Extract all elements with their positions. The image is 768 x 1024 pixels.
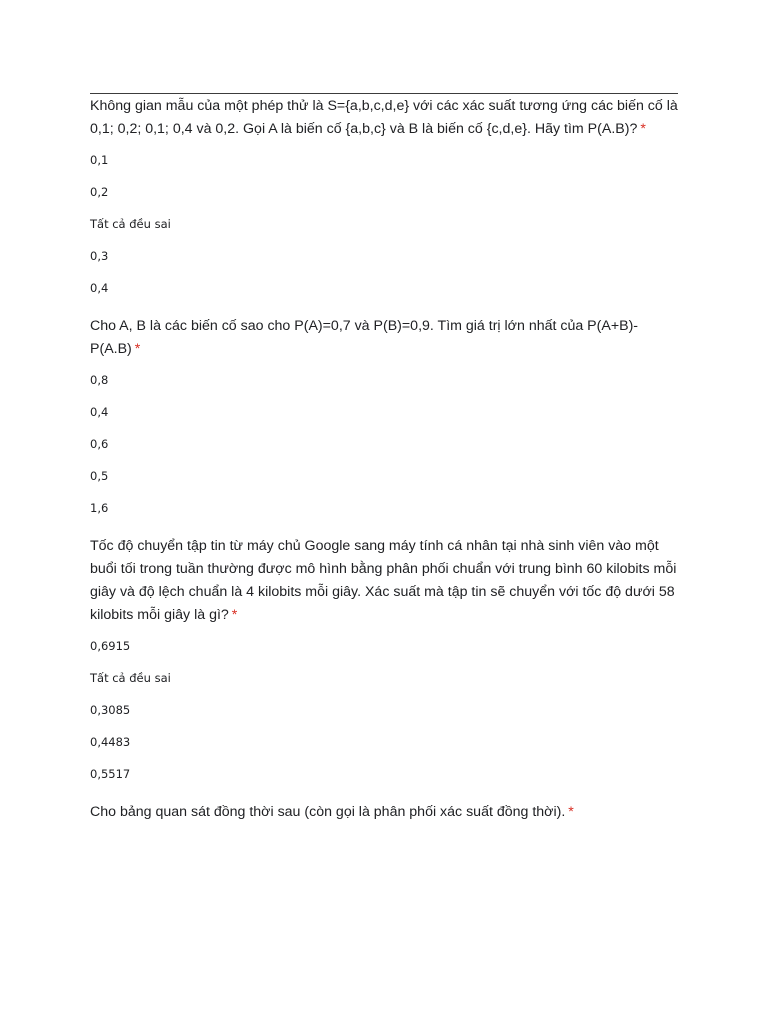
question-text: Cho A, B là các biến cố sao cho P(A)=0,7 và P(B)=0,9. Tìm giá trị lớn nhất của P(A+B)-P(A.B) * [90,318,639,357]
option-item[interactable]: 0,4 [90,281,109,295]
option-item[interactable]: 0,2 [90,185,109,199]
option-item[interactable]: 0,4 [90,405,109,419]
option-item[interactable]: 0,8 [90,373,109,387]
option-item[interactable]: Tất cả đều sai [90,217,171,231]
option-item[interactable]: 0,4483 [90,735,131,749]
option-list [90,152,678,296]
option-item[interactable]: 1,6 [90,501,109,515]
question-text: Tốc độ chuyển tập tin từ máy chủ Google sang máy tính cá nhân tại nhà sinh viên vào một buổi tối trong tuần thường được mô hình bằng phân phối chuẩn với trung bình 60 kilobits mỗi giây và độ lệch chuẩn là 4 kilobits mỗi giây. Xác suất mà tập tin sẽ chuyển với tốc độ dưới 58 kilobits mỗi giây là gì? * [90,538,677,623]
required-asterisk: * [134,341,141,357]
option-list [90,638,678,782]
option-list [90,372,678,516]
option-item[interactable]: 0,5 [90,469,109,483]
question-text: Không gian mẫu của một phép thử là S={a,b,c,d,e} với các xác suất tương ứng các biến cố là 0,1; 0,2; 0,1; 0,4 và 0,2. Gọi A là biến cố {a,b,c} và B là biến cố {c,d,e}. Hãy tìm P(A.B)? * [90,98,678,137]
question-4 [90,801,678,824]
option-item[interactable]: Tất cả đều sai [90,671,171,685]
question-2 [90,315,678,516]
option-item[interactable]: 0,1 [90,153,109,167]
option-item[interactable]: 0,5517 [90,767,131,781]
option-item[interactable]: 0,6 [90,437,109,451]
divider [90,93,678,94]
required-asterisk: * [640,121,646,137]
question-1 [90,95,678,296]
question-text: Cho bảng quan sát đồng thời sau (còn gọi là phân phối xác suất đồng thời). * [90,804,574,820]
option-item[interactable]: 0,6915 [90,639,131,653]
required-asterisk: * [568,804,574,820]
option-item[interactable]: 0,3 [90,249,109,263]
option-item[interactable]: 0,3085 [90,703,131,717]
question-3 [90,535,678,782]
required-asterisk: * [231,607,238,623]
